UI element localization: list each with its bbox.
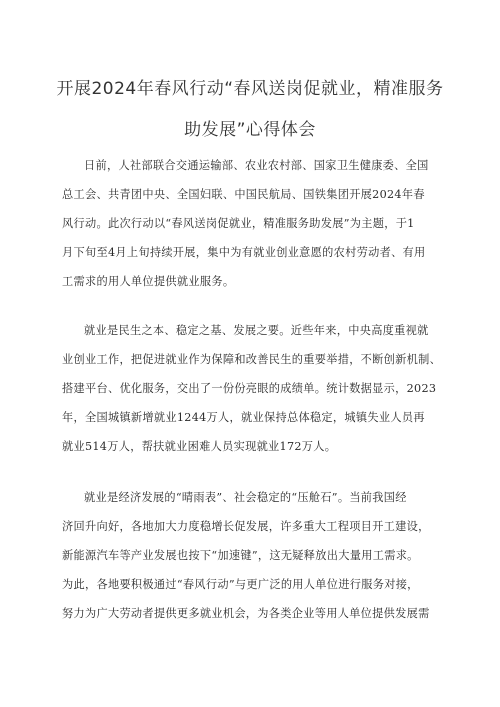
paragraph-2-line-5: 就业514万人，帮扶就业困难人员实现就业172万人。 bbox=[62, 440, 337, 453]
paragraph-1-line-5: 工需求的用人单位提供就业服务。 bbox=[62, 275, 235, 288]
paragraph-3-line-5: 努力为广大劳动者提供更多就业机会，为各类企业等用人单位提供发展需 bbox=[62, 607, 430, 620]
paragraph-3-line-2: 济回升向好，各地加大力度稳增长促发展，许多重大工程项目开工建设， bbox=[62, 520, 430, 533]
paragraph-2-line-3: 搭建平台、优化服务，交出了一份份亮眼的成绩单。统计数据显示，2023 bbox=[62, 382, 437, 395]
paragraph-1-line-2: 总工会、共青团中央、全国妇联、中国民航局、国铁集团开展2024年春 bbox=[62, 188, 425, 201]
paragraph-3-line-3: 新能源汽车等产业发展也按下“加速键”，这无疑释放出大量用工需求。 bbox=[62, 549, 419, 562]
paragraph-2-line-1: 就业是民生之本、稳定之基、发展之要。近些年来，中央高度重视就 bbox=[84, 324, 429, 337]
paragraph-2-line-2: 业创业工作，把促进就业作为保障和改善民生的重要举措，不断创新机制、 bbox=[62, 353, 442, 366]
paragraph-2-line-4: 年，全国城镇新增就业1244万人，就业保持总体稳定，城镇失业人员再 bbox=[62, 411, 425, 424]
paragraph-3-line-4: 为此，各地要积极通过“春风行动”与更广泛的用人单位进行服务对接， bbox=[62, 578, 419, 591]
paragraph-1-line-1: 日前，人社部联合交通运输部、农业农村部、国家卫生健康委、全国 bbox=[84, 159, 429, 172]
paragraph-1-line-4: 月下旬至4月上旬持续开展，集中为有就业创业意愿的农村劳动者、有用 bbox=[62, 246, 426, 259]
document-title-line-2: 助发展”心得体会 bbox=[184, 120, 316, 140]
paragraph-1-line-3: 风行动。此次行动以“春风送岗促就业，精准服务助发展”为主题，于1 bbox=[62, 217, 415, 230]
document-title-line-1: 开展2024年春风行动“春风送岗促就业，精准服务 bbox=[56, 79, 444, 99]
paragraph-3-line-1: 就业是经济发展的“晴雨表”、社会稳定的“压舱石”。当前我国经 bbox=[84, 491, 407, 504]
